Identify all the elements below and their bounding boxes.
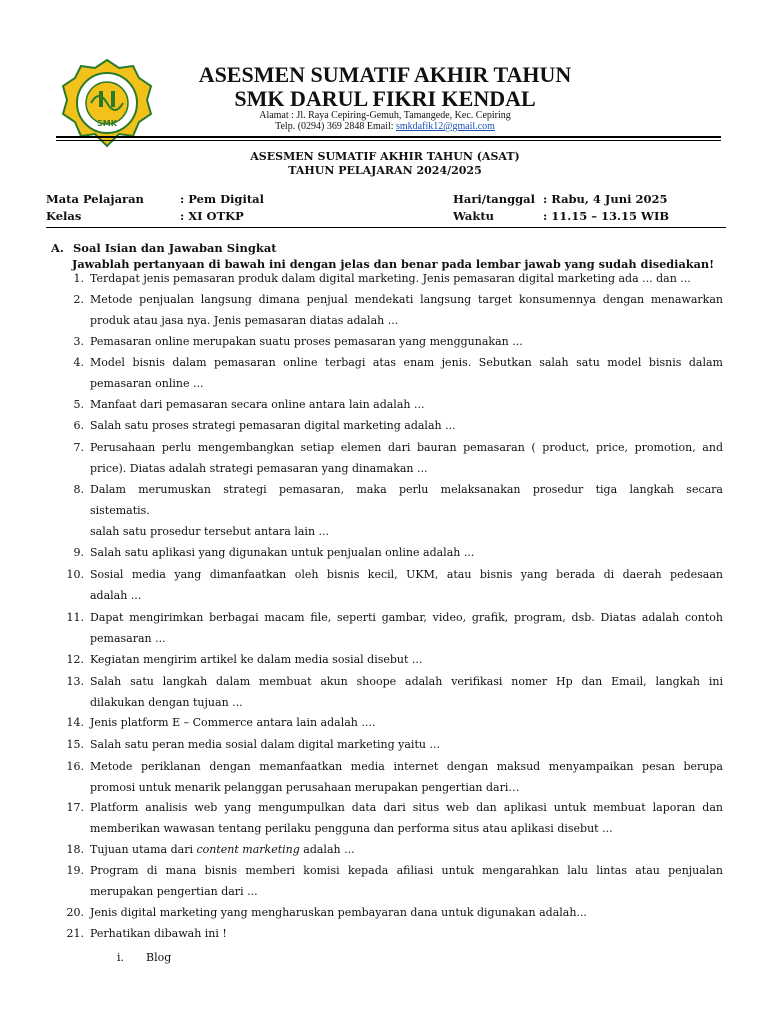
question-number: 11. (66, 611, 84, 624)
question-text: salah satu prosedur tersebut antara lain ... (90, 525, 330, 538)
question-text: Dapat mengirimkan berbagai macam file, seperti gambar, video, grafik, program, dsb. Diatas adalah contoh (90, 611, 723, 624)
question-number: 17. (66, 801, 84, 814)
question-number: 14. (66, 716, 84, 729)
phone-text: Telp. (0294) 369 2848 Email: (275, 121, 397, 132)
date-label: Hari/tanggal (453, 192, 535, 206)
question-text: Dalam merumuskan strategi pemasaran, maka perlu melaksanakan prosedur tiga langkah secara (90, 483, 723, 496)
question-text: Manfaat dari pemasaran secara online antara lain adalah ... (90, 398, 425, 411)
question-text: Terdapat jenis pemasaran produk dalam digital marketing. Jenis pemasaran digital marketing ada ... dan ... (90, 272, 691, 285)
question-text: Perhatikan dibawah ini ! (90, 927, 227, 940)
question-number: 3. (73, 335, 84, 348)
meta-divider (46, 227, 726, 228)
exam-title: ASESMEN SUMATIF AKHIR TAHUN (ASAT) (250, 150, 520, 163)
question-text: pemasaran ... (90, 632, 166, 645)
section-letter: A. (51, 241, 64, 255)
question-number: 7. (73, 441, 84, 454)
question-text-part: adalah ... (299, 843, 355, 856)
question-text: price). Diatas adalah strategi pemasaran yang dinamakan ... (90, 462, 428, 475)
school-address: Alamat : Jl. Raya Cepiring-Gemuh, Tamangede, Kec. Cepiring (259, 110, 511, 121)
question-number: 20. (66, 906, 84, 919)
header-divider (56, 136, 721, 138)
question-text: sistematis. (90, 504, 150, 517)
question-text: produk atau jasa nya. Jenis pemasaran diatas adalah ... (90, 314, 399, 327)
date-value: : Rabu, 4 Juni 2025 (543, 192, 668, 206)
question-text: Metode penjualan langsung dimana penjual mendekati langsung target konsumennya dengan menawarkan (90, 293, 723, 306)
question-number: 16. (66, 760, 84, 773)
question-text (90, 839, 723, 860)
question-number: 6. (73, 419, 84, 432)
subject-value: : Pem Digital (180, 192, 264, 206)
question-number: 4. (73, 356, 84, 369)
question-text: Jenis digital marketing yang mengharuskan pembayaran dana untuk digunakan adalah... (90, 906, 587, 919)
question-text: memberikan wawasan tentang perilaku pengguna dan performa situs atau aplikasi disebut ... (90, 822, 613, 835)
question-text: Salah satu peran media sosial dalam digital marketing yaitu ... (90, 738, 440, 751)
sublist-item: Blog (146, 951, 172, 964)
logo-text: SMK (97, 119, 117, 128)
class-label: Kelas (46, 209, 82, 223)
subject-label: Mata Pelajaran (46, 192, 144, 206)
question-number: 15. (66, 738, 84, 751)
question-text: promosi untuk menarik pelanggan perusahaan merupakan pengertian dari… (90, 781, 520, 794)
question-number: 9. (73, 546, 84, 559)
time-value: : 11.15 – 13.15 WIB (543, 209, 670, 223)
question-text: Perusahaan perlu mengembangkan setiap elemen dari bauran pemasaran ( product, price, promotion, and (90, 441, 723, 454)
question-number: 19. (66, 864, 84, 877)
question-text: Salah satu langkah dalam membuat akun shoope adalah verifikasi nomer Hp dan Email, langkah ini (90, 675, 723, 688)
sublist-number: i. (117, 951, 125, 964)
question-emphasis: content marketing (196, 843, 300, 856)
header-divider-thin (56, 140, 721, 141)
school-title-line2: SMK DARUL FIKRI KENDAL (234, 86, 536, 111)
section-instruction: Jawablah pertanyaan di bawah ini dengan jelas dan benar pada lembar jawab yang sudah disediakan! (72, 257, 715, 271)
question-text: dilakukan dengan tujuan ... (90, 696, 243, 709)
question-text: Platform analisis web yang mengumpulkan data dari situs web dan aplikasi untuk membuat laporan dan (90, 801, 723, 814)
question-number: 1. (73, 272, 84, 285)
question-text: Program di mana bisnis memberi komisi kepada afiliasi untuk mengarahkan lalu lintas atau penjualan (90, 864, 723, 877)
question-text: Salah satu proses strategi pemasaran digital marketing adalah ... (90, 419, 456, 432)
question-number: 13. (66, 675, 84, 688)
time-label: Waktu (453, 209, 495, 223)
section-title: Soal Isian dan Jawaban Singkat (73, 241, 277, 255)
question-number: 2. (73, 293, 84, 306)
question-number: 5. (73, 398, 84, 411)
question-text-part: Tujuan utama dari (90, 843, 197, 856)
email-link[interactable]: smkdafik12@gmail.com (396, 121, 495, 132)
school-title-line1: ASESMEN SUMATIF AKHIR TAHUN (198, 62, 572, 87)
question-text: Sosial media yang dimanfaatkan oleh bisnis kecil, UKM, atau bisnis yang berada di daerah pedesaan (90, 568, 723, 581)
question-number: 12. (66, 653, 84, 666)
question-text: Salah satu aplikasi yang digunakan untuk penjualan online adalah ... (90, 546, 475, 559)
question-text: Jenis platform E – Commerce antara lain adalah .... (90, 716, 376, 729)
question-text: Model bisnis dalam pemasaran online terbagi atas enam jenis. Sebutkan salah satu model bisnis dalam (90, 356, 723, 369)
school-contact (160, 121, 610, 132)
question-text: merupakan pengertian dari ... (90, 885, 258, 898)
question-text: Metode periklanan dengan memanfaatkan media internet dengan maksud menyampaikan pesan berupa (90, 760, 723, 773)
question-text: adalah ... (90, 589, 142, 602)
question-number: 8. (73, 483, 84, 496)
question-text: Kegiatan mengirim artikel ke dalam media sosial disebut ... (90, 653, 423, 666)
question-number: 21. (66, 927, 84, 940)
question-number: 18. (66, 843, 84, 856)
class-value: : XI OTKP (180, 209, 244, 223)
academic-year: TAHUN PELAJARAN 2024/2025 (288, 164, 482, 177)
question-text: pemasaran online ... (90, 377, 204, 390)
question-number: 10. (66, 568, 84, 581)
question-text: Pemasaran online merupakan suatu proses pemasaran yang menggunakan ... (90, 335, 523, 348)
